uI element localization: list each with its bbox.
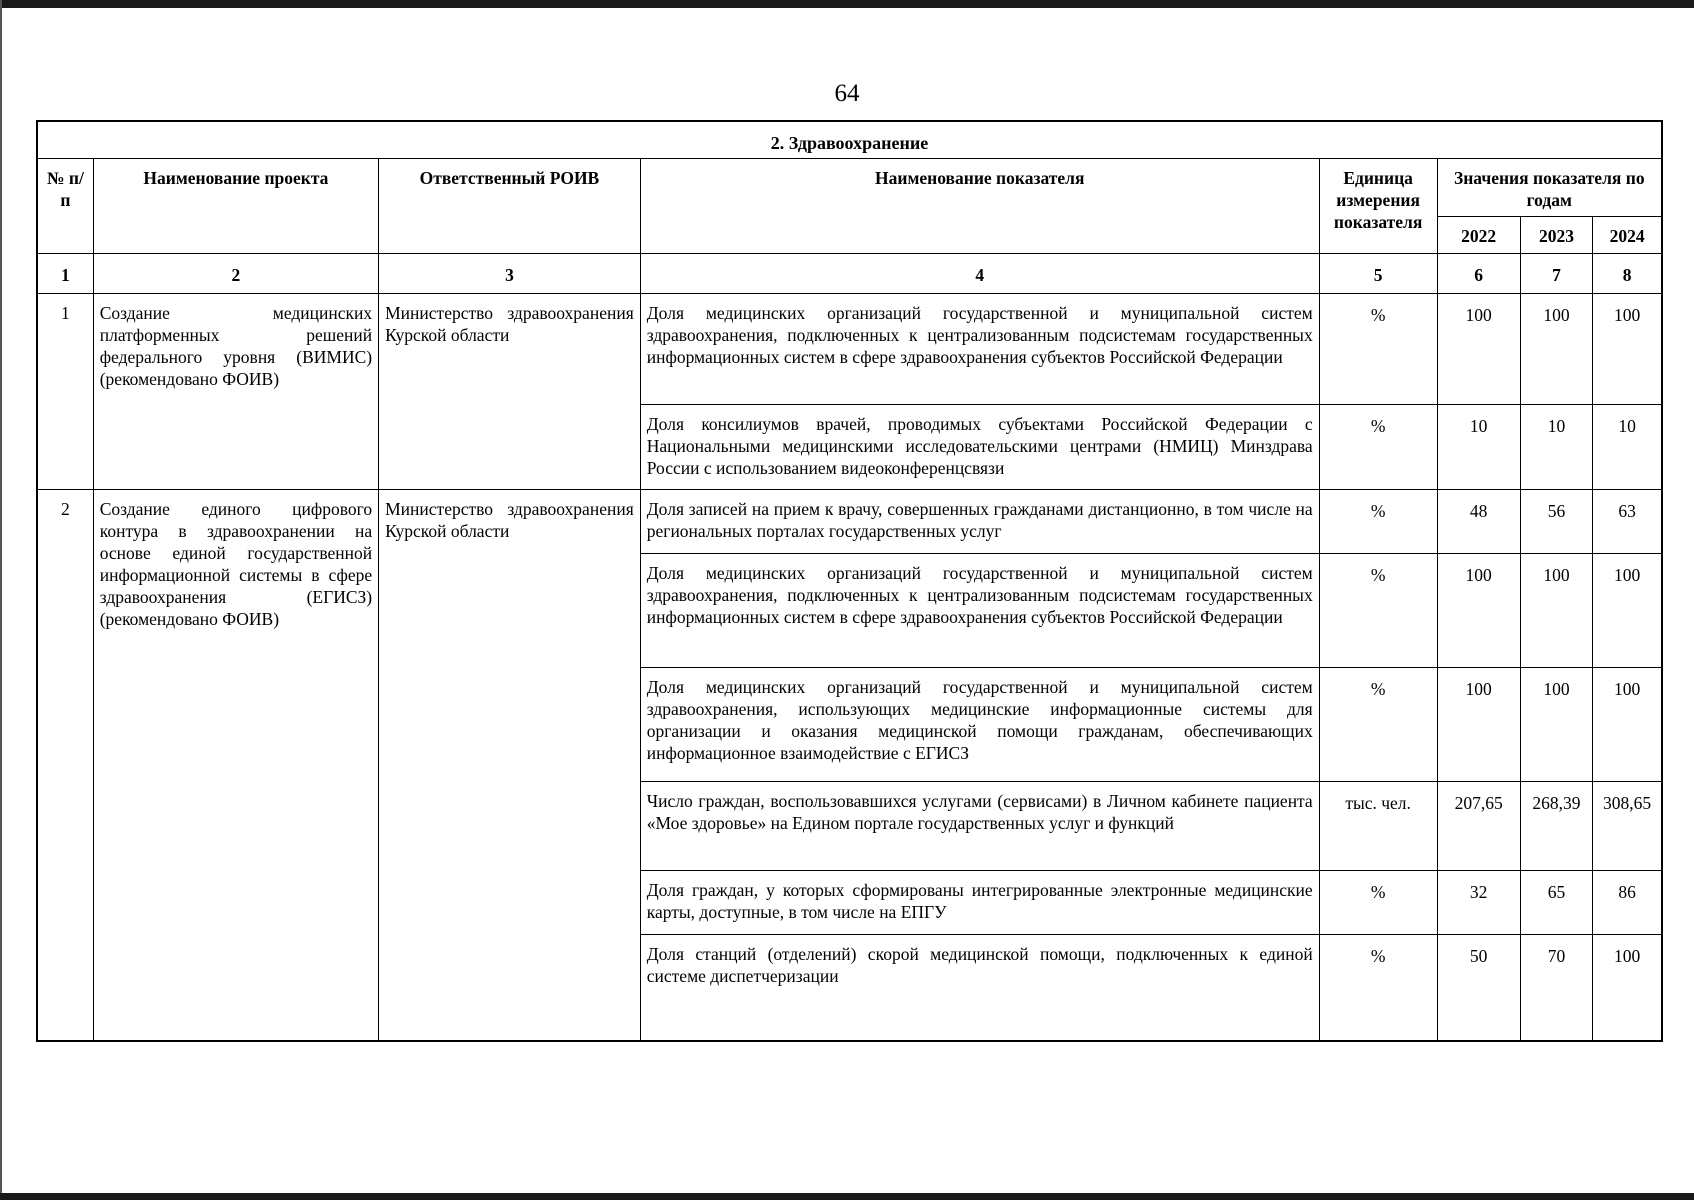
indicator-unit: % [1319, 405, 1437, 490]
column-number: 4 [640, 254, 1319, 293]
value-2023: 56 [1520, 490, 1592, 554]
value-2022: 50 [1437, 934, 1520, 1041]
scan-border-bottom [0, 1193, 1694, 1200]
value-2023: 100 [1520, 554, 1592, 668]
value-2022: 100 [1437, 668, 1520, 782]
header-values: Значения показателя по годам [1437, 159, 1662, 217]
value-2023: 100 [1520, 668, 1592, 782]
value-2024: 100 [1593, 554, 1662, 668]
indicator-name: Доля медицинских организаций государственной и муниципальной систем здравоохранения, подключенных к централизованным подсистемам государственных информационных систем в сфере здравоохранения субъектов Российской Федерации [640, 554, 1319, 668]
health-projects-table [36, 120, 1663, 1042]
column-number: 6 [1437, 254, 1520, 293]
indicator-unit: тыс. чел. [1319, 781, 1437, 870]
value-2022: 48 [1437, 490, 1520, 554]
scan-border-top [0, 0, 1694, 8]
header-indicator: Наименование показателя [640, 159, 1319, 254]
indicator-name: Доля консилиумов врачей, проводимых субъектами Российской Федерации с Национальными медицинскими исследовательскими центрами (НМИЦ) Минздрава России с использованием видеоконференцсвязи [640, 405, 1319, 490]
value-2024: 10 [1593, 405, 1662, 490]
column-numbers-row [37, 254, 1662, 293]
column-number: 8 [1593, 254, 1662, 293]
value-2022: 207,65 [1437, 781, 1520, 870]
project-name: Создание медицинских платформенных решений федерального уровня (ВИМИС) (рекомендовано ФОИВ) [93, 293, 378, 490]
value-2023: 65 [1520, 870, 1592, 934]
value-2024: 100 [1593, 934, 1662, 1041]
column-number: 1 [37, 254, 93, 293]
header-year-2022: 2022 [1437, 217, 1520, 254]
project-name: Создание единого цифрового контура в здравоохранении на основе единой государственной информационной системы в сфере здравоохранения (ЕГИСЗ) (рекомендовано ФОИВ) [93, 490, 378, 1041]
project-number: 1 [37, 293, 93, 490]
value-2023: 100 [1520, 293, 1592, 405]
indicator-name: Число граждан, воспользовавшихся услугами (сервисами) в Личном кабинете пациента «Мое здоровье» на Едином портале государственных услуг и функций [640, 781, 1319, 870]
indicator-name: Доля станций (отделений) скорой медицинской помощи, подключенных к единой системе диспетчеризации [640, 934, 1319, 1041]
value-2022: 32 [1437, 870, 1520, 934]
section-title: 2. Здравоохранение [37, 121, 1662, 159]
value-2023: 70 [1520, 934, 1592, 1041]
indicator-unit: % [1319, 554, 1437, 668]
indicator-name: Доля граждан, у которых сформированы интегрированные электронные медицинские карты, доступные, в том числе на ЕПГУ [640, 870, 1319, 934]
indicator-unit: % [1319, 293, 1437, 405]
header-year-2023: 2023 [1520, 217, 1592, 254]
header-project: Наименование проекта [93, 159, 378, 254]
header-roiv: Ответственный РОИВ [379, 159, 641, 254]
column-number: 7 [1520, 254, 1592, 293]
indicator-unit: % [1319, 870, 1437, 934]
value-2022: 100 [1437, 554, 1520, 668]
project-number: 2 [37, 490, 93, 1041]
value-2023: 10 [1520, 405, 1592, 490]
column-number: 5 [1319, 254, 1437, 293]
indicator-name: Доля записей на прием к врачу, совершенных гражданами дистанционно, в том числе на региональных порталах государственных услуг [640, 490, 1319, 554]
value-2024: 308,65 [1593, 781, 1662, 870]
value-2024: 100 [1593, 293, 1662, 405]
value-2024: 63 [1593, 490, 1662, 554]
scan-border-left [0, 0, 2, 1200]
header-num: № п/п [37, 159, 93, 254]
value-2024: 100 [1593, 668, 1662, 782]
indicator-unit: % [1319, 490, 1437, 554]
indicator-name: Доля медицинских организаций государственной и муниципальной систем здравоохранения, подключенных к централизованным подсистемам государственных информационных систем в сфере здравоохранения субъектов Российской Федерации [640, 293, 1319, 405]
value-2024: 86 [1593, 870, 1662, 934]
responsible-roiv: Министерство здравоохранения Курской области [379, 293, 641, 490]
value-2023: 268,39 [1520, 781, 1592, 870]
column-number: 2 [93, 254, 378, 293]
indicator-unit: % [1319, 668, 1437, 782]
header-unit: Единица измерения показателя [1319, 159, 1437, 254]
column-number: 3 [379, 254, 641, 293]
table-row [37, 293, 1662, 405]
responsible-roiv: Министерство здравоохранения Курской области [379, 490, 641, 1041]
page-number: 64 [834, 80, 860, 107]
indicator-unit: % [1319, 934, 1437, 1041]
value-2022: 100 [1437, 293, 1520, 405]
value-2022: 10 [1437, 405, 1520, 490]
header-year-2024: 2024 [1593, 217, 1662, 254]
indicator-name: Доля медицинских организаций государственной и муниципальной систем здравоохранения, использующих медицинские информационные системы для организации и оказания медицинской помощи гражданам, обеспечивающих информационное взаимодействие с ЕГИСЗ [640, 668, 1319, 782]
table-row [37, 490, 1662, 554]
